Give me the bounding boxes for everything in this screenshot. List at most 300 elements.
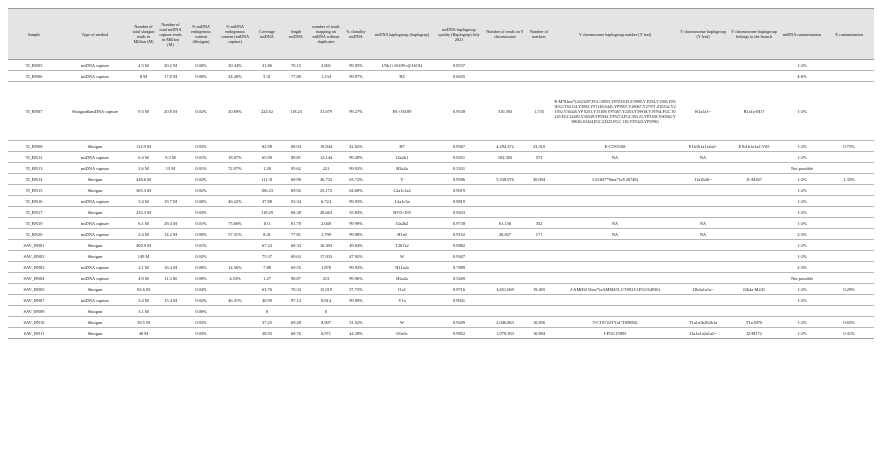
table-cell: 0.41% (824, 328, 874, 339)
table-cell: 63.72% (342, 174, 370, 185)
table-cell (824, 295, 874, 306)
table-cell: 20.8 M (157, 82, 184, 141)
table-cell: I1a1 (370, 284, 434, 295)
table-cell: 6.4 M (130, 152, 157, 163)
table-cell: 0.04% (184, 284, 218, 295)
table-cell (218, 328, 252, 339)
table-cell: 95.62 (282, 163, 310, 174)
table-row (8, 240, 874, 251)
table-cell: 0.9852 (434, 328, 484, 339)
table-cell: 1,979,393 (484, 328, 526, 339)
table-cell: 0.00% (184, 229, 218, 240)
column-header: mtDNA contamination (780, 9, 824, 60)
table-cell (678, 295, 728, 306)
table-cell: 9.3 M (157, 152, 184, 163)
table-cell (526, 71, 552, 82)
table-cell: T1a-M70 (728, 317, 780, 328)
table-cell (484, 306, 526, 317)
table-cell (552, 273, 678, 284)
table-cell: NA (678, 218, 728, 229)
table-cell: J2b2a1a1a~ (678, 284, 728, 295)
table-cell (552, 196, 678, 207)
table-cell: mtDNA capture (60, 196, 130, 207)
table-cell: 3.1 M (130, 306, 157, 317)
table-cell: 1-2% (780, 60, 824, 71)
table-cell: 46.99 (252, 295, 282, 306)
table-cell (824, 152, 874, 163)
table-cell: 99.96% (342, 273, 370, 284)
table-cell: Shotgun (60, 284, 130, 295)
table-cell: TI_BN14 (8, 174, 60, 185)
table-cell (157, 328, 184, 339)
table-cell: 1-2% (780, 218, 824, 229)
table-cell: 111.31 (252, 174, 282, 185)
table-cell (824, 163, 874, 174)
table-cell (218, 306, 252, 317)
table-cell (157, 185, 184, 196)
table-cell: 118.29 (252, 207, 282, 218)
table-cell: H7 (370, 141, 434, 152)
data-table (8, 8, 874, 339)
table-cell: 15 M (157, 163, 184, 174)
table-row (8, 60, 874, 71)
table-cell: 1-2% (780, 251, 824, 262)
table-cell: 9.3 M (130, 82, 157, 141)
table-cell: 2.1 M (130, 262, 157, 273)
table-cell: 70.33 (282, 284, 310, 295)
table-cell: J2b2a-M241 (728, 284, 780, 295)
table-cell: J1a2b2b~ (678, 174, 728, 185)
table-cell: mtDNA capture (60, 262, 130, 273)
column-header: Number of reads on Y chromosome (484, 9, 526, 60)
table-cell (678, 196, 728, 207)
table-cell: 24.28% (218, 71, 252, 82)
table-cell: 4,294,372 (484, 141, 526, 152)
table-cell (157, 284, 184, 295)
table-cell (218, 240, 252, 251)
table-cell: mtDNA capture (60, 273, 130, 284)
table-cell: 48 M (130, 328, 157, 339)
table-cell: 99.92% (342, 262, 370, 273)
table-cell (484, 262, 526, 273)
table-cell: 1-2% (780, 152, 824, 163)
table-cell: 97.14 (282, 295, 310, 306)
table-cell: 99.93% (342, 196, 370, 207)
table-cell: 68.99 (282, 174, 310, 185)
table-cell (678, 273, 728, 284)
table-cell: 573 (526, 152, 552, 163)
table-cell: 63.76 (252, 284, 282, 295)
table-cell: 1,878 (310, 262, 342, 273)
table-cell: 68.33 (282, 240, 310, 251)
table-cell: 12,144 (310, 152, 342, 163)
table-cell: E-CTS5168 (552, 141, 678, 152)
table-row (8, 328, 874, 339)
table-cell: 0.02% (184, 185, 218, 196)
table-cell: U6a5c (370, 328, 434, 339)
column-header: % mtDNA endogenous content (Shotgun) (184, 9, 218, 60)
table-cell: 19.7 M (157, 196, 184, 207)
table-cell: 2.4 M (130, 229, 157, 240)
table-cell: Shotgun (60, 141, 130, 152)
table-cell (526, 295, 552, 306)
table-cell: SAV_BN02 (8, 251, 60, 262)
table-cell (678, 262, 728, 273)
table-cell: T1a1a1b2b2b1a (678, 317, 728, 328)
table-cell: 2,048 (310, 218, 342, 229)
table-cell: mtDNA capture (60, 163, 130, 174)
table-cell: 171 (526, 229, 552, 240)
table-cell: 0.9716 (434, 284, 484, 295)
table-cell: 0.02% (184, 82, 218, 141)
table-cell: 72.07% (218, 163, 252, 174)
table-cell (552, 251, 678, 262)
table-row (8, 196, 874, 207)
table-cell (526, 306, 552, 317)
table-cell: 1.28 (252, 163, 282, 174)
table-cell: 1-2% (780, 207, 824, 218)
table-cell: 1-2% (780, 240, 824, 251)
table-cell: 10.1 (252, 218, 282, 229)
table-cell: 400.9 M (130, 240, 157, 251)
table-cell: TI_BN06 (8, 71, 60, 82)
table-cell: 69.92 (282, 185, 310, 196)
table-cell: 6.1 M (130, 218, 157, 229)
table-cell (526, 60, 552, 71)
table-cell: 0.9451 (434, 152, 484, 163)
table-cell (552, 207, 678, 218)
table-cell: 118.23 (282, 82, 310, 141)
table-cell (824, 229, 874, 240)
table-cell: 98.87 (282, 273, 310, 284)
table-cell: J2a1a1a2a1a2~ (678, 328, 728, 339)
table-cell: 0.02% (184, 251, 218, 262)
table-cell (678, 240, 728, 251)
table-cell: V (370, 174, 434, 185)
column-header: Y chromosome haplogroup (Y leaf) (678, 9, 728, 60)
table-cell: 30.34% (218, 60, 252, 71)
table-cell: 0.00% (184, 196, 218, 207)
table-cell (728, 273, 780, 284)
table-cell (484, 71, 526, 82)
table-cell (484, 273, 526, 284)
table-cell (728, 306, 780, 317)
table-cell: TI_BN05 (8, 60, 60, 71)
table-cell: 1-2% (780, 317, 824, 328)
table-cell: 213 (310, 273, 342, 284)
table-cell (484, 60, 526, 71)
table-cell: 99.92% (342, 163, 370, 174)
table-cell: 102,303 (484, 152, 526, 163)
table-cell: 44.28% (342, 328, 370, 339)
table-cell: J2-M172 (728, 328, 780, 339)
table-row (8, 82, 874, 141)
table-cell: 68.76 (282, 328, 310, 339)
table-cell: 0.03% (184, 141, 218, 152)
table-cell: 352 (526, 218, 552, 229)
table-cell: W (370, 251, 434, 262)
table-cell: 3.4 M (130, 295, 157, 306)
table-cell: 2,801 (310, 60, 342, 71)
table-cell (824, 240, 874, 251)
table-cell: 70.15 (282, 60, 310, 71)
table-cell: 149 M (130, 251, 157, 262)
table-cell: 49.04% (342, 240, 370, 251)
table-cell (678, 207, 728, 218)
table-cell: TI_BN08 (8, 141, 60, 152)
table-cell: 20.2 M (157, 60, 184, 71)
table-cell: 69.28 (282, 317, 310, 328)
table-cell (552, 306, 678, 317)
table-cell: L2a1c1a2 (370, 185, 434, 196)
table-cell: 0.29% (824, 284, 874, 295)
table-cell: 10,856 (526, 317, 552, 328)
table-cell (552, 262, 678, 273)
table-cell: 15.4 M (157, 295, 184, 306)
table-cell: Shotgun (60, 174, 130, 185)
table-cell: 0.9738 (434, 218, 484, 229)
table-cell: 224.62 (252, 82, 282, 141)
table-cell: U5b1+16189+@16192 (370, 60, 434, 71)
table-cell: 348.6 M (130, 174, 157, 185)
table-cell: SAV_BN10 (8, 317, 60, 328)
table-cell (157, 174, 184, 185)
table-cell: J-AM00213ins*(xAMM451,CTS9213,FGC64036) (552, 284, 678, 295)
table-cell: 51.52% (342, 317, 370, 328)
table-cell: J2a2b2 (370, 218, 434, 229)
table-cell: 99.27% (342, 82, 370, 141)
table-cell: 15,019 (310, 284, 342, 295)
table-cell (157, 240, 184, 251)
table-cell: 4.9 M (130, 273, 157, 284)
table-cell: 99.98% (342, 229, 370, 240)
table-cell: 5,538,076 (484, 174, 526, 185)
table-cell: 0.9586 (434, 174, 484, 185)
column-header: length mtDNA (282, 9, 310, 60)
table-cell: 0 (252, 306, 282, 317)
table-cell (678, 185, 728, 196)
table-cell: H11a2a (370, 262, 434, 273)
table-cell (728, 196, 780, 207)
table-cell: 8,907 (310, 317, 342, 328)
table-cell: 99.95% (342, 60, 370, 71)
table-cell (342, 306, 370, 317)
table-cell: 0.9433 (434, 207, 484, 218)
table-cell (484, 185, 526, 196)
table-cell: 2,046,863 (484, 317, 526, 328)
table-cell: R1a1a-M17 (728, 82, 780, 141)
table-cell (824, 82, 874, 141)
table-cell: 82.98 (252, 141, 282, 152)
table-cell: 26,732 (310, 174, 342, 185)
column-header: Type of method (60, 9, 130, 60)
table-cell: R-M782ins*(xS23297,FGC19055,YP5518,FGC9990,Y P254,V1500,YP4303,CTS2114,Y3092,YP1148,S441,YP5967,Y28667,Y27971,Z29132,Y21592,Y36426,YP 6251,Y15109,YP5367,Y2453,Y59918,Y19764,FGC 30210,FGC22483,Y36349,YP5942,YP5274,FGC394 21,YP5358,Y60362,Y38020,S3424,FGC23325,FGC 130,YP5324,YP5596) (552, 82, 678, 141)
table-cell: 55.83% (342, 207, 370, 218)
table-cell: 0.01% (184, 163, 218, 174)
table-cell: 8,814 (310, 295, 342, 306)
table-cell: 3,651,669 (484, 284, 526, 295)
table-cell (157, 317, 184, 328)
table-cell: 1,790 (310, 229, 342, 240)
table-cell: NA (552, 229, 678, 240)
column-header: Number of total mtDNA capture reads in Million (M) (157, 9, 184, 60)
table-cell: 0.9209 (434, 317, 484, 328)
column-header: Number of total shotgun reads in Million (M) (130, 9, 157, 60)
table-cell (526, 240, 552, 251)
table-cell: 19,465 (526, 284, 552, 295)
table-cell: 0.6635 (434, 71, 484, 82)
table-cell: 0 (310, 306, 342, 317)
table-cell (552, 295, 678, 306)
table-cell: 1,134 (310, 71, 342, 82)
table-cell: 73.66% (218, 218, 252, 229)
table-cell: 37.25 (252, 317, 282, 328)
table-cell: 1,735 (526, 82, 552, 141)
table-cell: mtDNA capture (60, 60, 130, 71)
table-cell: 0.00% (184, 71, 218, 82)
table-cell (526, 185, 552, 196)
table-cell: 2-3% (780, 229, 824, 240)
table-row (8, 306, 874, 317)
table-body (8, 60, 874, 339)
table-cell: 0.9882 (434, 240, 484, 251)
table-cell (484, 207, 526, 218)
table-cell (218, 317, 252, 328)
table-row (8, 284, 874, 295)
table-cell (552, 240, 678, 251)
column-header: mtDNA haplogroup quality (Haplogrep) July 2021 (434, 9, 484, 60)
table-cell: SAV_BN01 (8, 240, 60, 251)
table-cell: SAV_BN09 (8, 306, 60, 317)
table-cell: 81.70 (282, 218, 310, 229)
table-cell: Shotgun (60, 251, 130, 262)
table-cell (157, 251, 184, 262)
table-cell: 0.7889 (434, 262, 484, 273)
table-cell: 4.53% (218, 273, 252, 284)
table-cell: 4-6% (780, 71, 824, 82)
table-cell: SAV_BN07 (8, 295, 60, 306)
table-cell: NA (552, 152, 678, 163)
table-cell: 28,827 (484, 229, 526, 240)
table-cell: 8.41 (252, 229, 282, 240)
table-cell: Shotgun (60, 328, 130, 339)
table-row (8, 218, 874, 229)
table-row (8, 207, 874, 218)
table-cell: 0.00% (184, 306, 218, 317)
table-cell (728, 60, 780, 71)
table-cell: J-FGC15895 (552, 328, 678, 339)
table-cell: 0.9307 (434, 251, 484, 262)
table-cell: 0.03% (184, 317, 218, 328)
table-cell (526, 207, 552, 218)
table-cell: TI_BN07 (8, 82, 60, 141)
table-cell (526, 163, 552, 174)
table-cell: E1b1b1a1a2a2~ (678, 141, 728, 152)
table-cell: TI_BN15 (8, 185, 60, 196)
table-cell: H2 (370, 71, 434, 82)
table-header (8, 9, 874, 60)
table-cell: 221 (310, 163, 342, 174)
table-cell: NA (678, 229, 728, 240)
table-cell (824, 251, 874, 262)
table-cell: H2a2a (370, 163, 434, 174)
table-cell: 57.73% (342, 284, 370, 295)
table-cell: 25,172 (310, 185, 342, 196)
table-cell: 57.31% (218, 229, 252, 240)
table-cell: 77.80 (282, 71, 310, 82)
table-row (8, 163, 874, 174)
table-cell: 1-2% (780, 82, 824, 141)
table-cell (728, 295, 780, 306)
table-cell: 42.62% (342, 141, 370, 152)
table-cell (526, 196, 552, 207)
table-cell (728, 240, 780, 251)
table-cell: 106.23 (252, 185, 282, 196)
table-cell: V1a (370, 295, 434, 306)
table-cell (824, 196, 874, 207)
table-cell: 31.86 (252, 60, 282, 71)
table-cell: 3.4 M (130, 196, 157, 207)
table-cell: 77.81 (282, 229, 310, 240)
table-cell (218, 174, 252, 185)
table-cell: mtDNA capture (60, 229, 130, 240)
table-cell: 0.03% (184, 328, 218, 339)
table-cell (552, 71, 678, 82)
table-cell: 6,724 (310, 196, 342, 207)
table-cell: T-CTS7223*(xCTS9882) (552, 317, 678, 328)
table-cell: 0.9567 (434, 141, 484, 152)
table-cell (552, 185, 678, 196)
table-cell: 4.5 M (130, 60, 157, 71)
table-cell: 1-2% (780, 174, 824, 185)
table-cell: 114.9 M (130, 141, 157, 152)
table-cell: 99.89% (342, 295, 370, 306)
table-cell (218, 284, 252, 295)
table-cell: 99.28% (342, 152, 370, 163)
table-cell: 8 M (130, 71, 157, 82)
table-cell: 82.6 M (130, 284, 157, 295)
table-cell: 47.92% (342, 251, 370, 262)
table-cell: 0.9019 (434, 185, 484, 196)
table-cell: 1-2% (780, 141, 824, 152)
column-header: mtDNA haplogroup (haplogrep) (370, 9, 434, 60)
table-cell: 0.03% (184, 207, 218, 218)
table-cell: J1-M267 (728, 174, 780, 185)
table-cell: 14.2 M (157, 229, 184, 240)
table-cell (484, 240, 526, 251)
table-row (8, 229, 874, 240)
table-cell: 99.99% (342, 218, 370, 229)
table-cell: 29.4 M (157, 218, 184, 229)
table-cell: 14.56% (218, 262, 252, 273)
table-cell: 1.27 (252, 273, 282, 284)
table-cell: 65.09 (252, 152, 282, 163)
table-cell (526, 251, 552, 262)
table-cell: Shotgun (60, 240, 130, 251)
table-cell: W (370, 317, 434, 328)
table-cell: 16,303 (310, 240, 342, 251)
table-cell: J-Z1847*9mx*(xY26748) (552, 174, 678, 185)
table-cell: 1.35% (824, 174, 874, 185)
table-cell: 0.00% (184, 60, 218, 71)
table-cell: 31,679 (310, 82, 342, 141)
table-cell (157, 141, 184, 152)
table-cell: 39.5 M (130, 317, 157, 328)
table-cell: 0.9192 (434, 229, 484, 240)
table-cell: 2-3% (780, 262, 824, 273)
table-cell: 6,971 (310, 328, 342, 339)
table-cell (282, 306, 310, 317)
